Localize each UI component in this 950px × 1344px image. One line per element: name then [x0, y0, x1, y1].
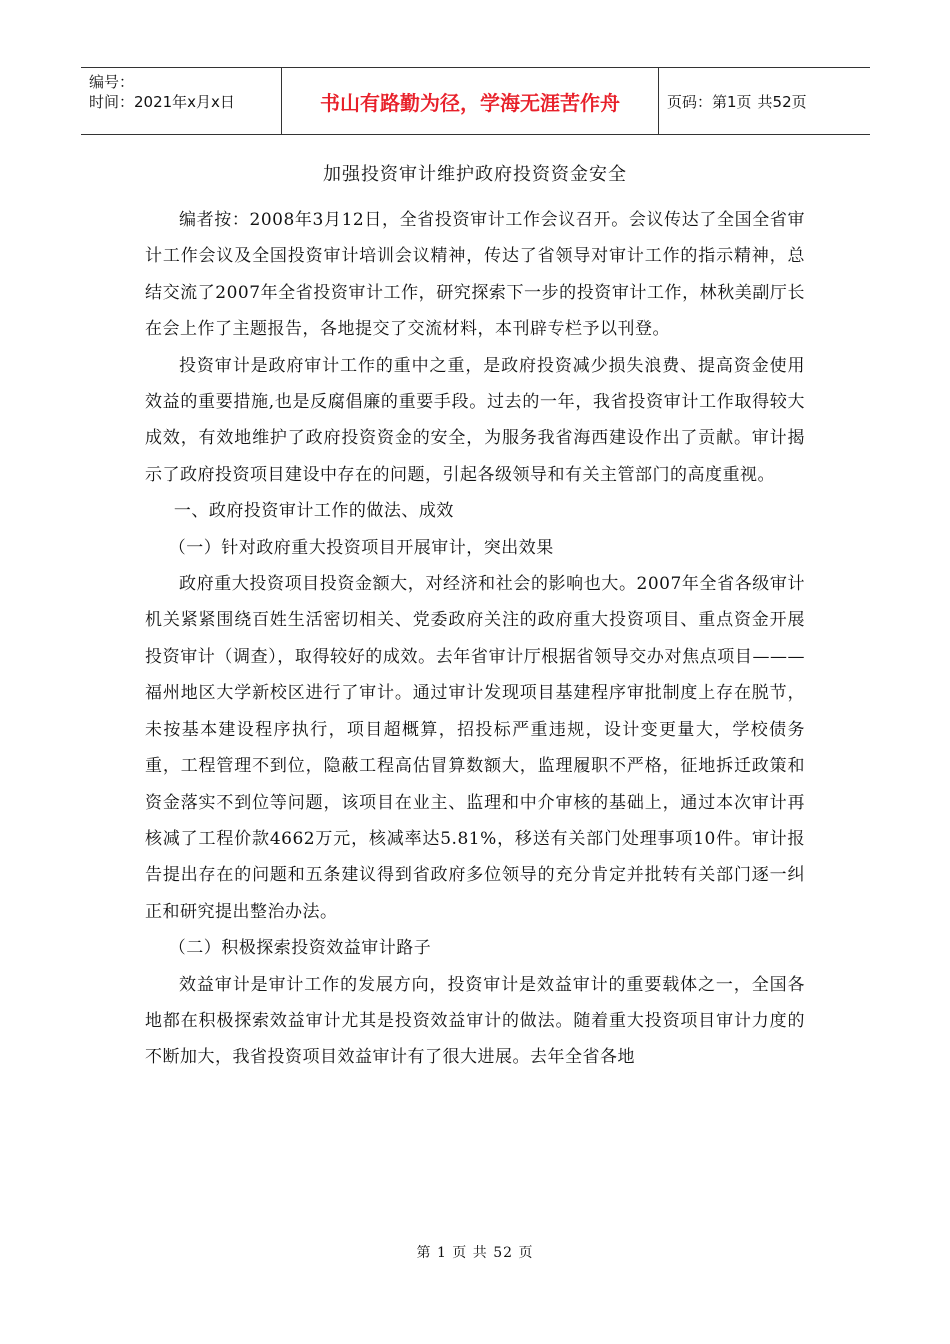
- header-page-total: 共52页: [757, 92, 807, 111]
- header-motto: 书山有路勤为径，学海无涯苦作舟: [282, 68, 659, 134]
- body-paragraph: 投资审计是政府审计工作的重中之重，是政府投资减少损失浪费、提高资金使用效益的重要措施,也是反腐倡廉的重要手段。过去的一年，我省投资审计工作取得较大成效，有效地维护了政府投资资金的安全，为服务我省海西建设作出了贡献。审计揭示了政府投资项目建设中存在的问题，引起各级领导和有关主管部门的高度重视。: [145, 355, 805, 485]
- document-time-label: 时间：2021年x月x日: [89, 93, 235, 111]
- body-paragraph: 政府重大投资项目投资金额大，对经济和社会的影响也大。2007年全省各级审计机关紧紧围绕百姓生活密切相关、党委政府关注的政府重大投资项目、重点资金开展投资审计（调查），取得较好的成效。去年省审计厅根据省领导交办对焦点项目———福州地区大学新校区进行了审计。通过审计发现项目基建程序审批制度上存在脱节，未按基本建设程序执行，项目超概算，招投标严重违规，设计变更量大，学校债务重，工程管理不到位，隐蔽工程高估冒算数额大，监理履职不严格，征地拆迁政策和资金落实不到位等问题，该项目在业主、监理和中介审核的基础上，通过本次审计再核减了工程价款4662万元，核减率达5.81%，移送有关部门处理事项10件。审计报告提出存在的问题和五条建议得到省政府多位领导的充分肯定并批转有关部门逐一纠正和研究提出整治办法。: [145, 574, 805, 922]
- editor-note-paragraph: 编者按：2008年3月12日，全省投资审计工作会议召开。会议传达了全国全省审计工作会议及全国投资审计培训会议精神，传达了省领导对审计工作的指示精神，总结交流了2007年全省投资审计工作，研究探索下一步的投资审计工作，林秋美副厅长在会上作了主题报告，各地提交了交流材料，本刊辟专栏予以刊登。: [145, 210, 805, 340]
- document-number-label: 编号：: [89, 73, 135, 91]
- section-heading: 一、政府投资审计工作的做法、成效: [173, 501, 454, 522]
- header-page-info: [659, 68, 870, 134]
- body-paragraph: 效益审计是审计工作的发展方向，投资审计是效益审计的重要载体之一，全国各地都在积极探索效益审计尤其是投资效益审计的做法。随着重大投资项目审计力度的不断加大，我省投资项目效益审计有了很大进展。去年全省各地: [145, 974, 805, 1068]
- header-page-number: 页码：第1页: [667, 92, 752, 111]
- document-body: [145, 202, 805, 1076]
- header-meta: [81, 68, 282, 134]
- document-title: 加强投资审计维护政府投资资金安全: [323, 164, 627, 185]
- page-footer: 第 1 页 共 52 页: [416, 1245, 534, 1261]
- subsection-heading: （二）积极探索投资效益审计路子: [168, 938, 432, 959]
- subsection-heading: （一）针对政府重大投资项目开展审计，突出效果: [168, 537, 554, 558]
- page-header: [81, 67, 870, 135]
